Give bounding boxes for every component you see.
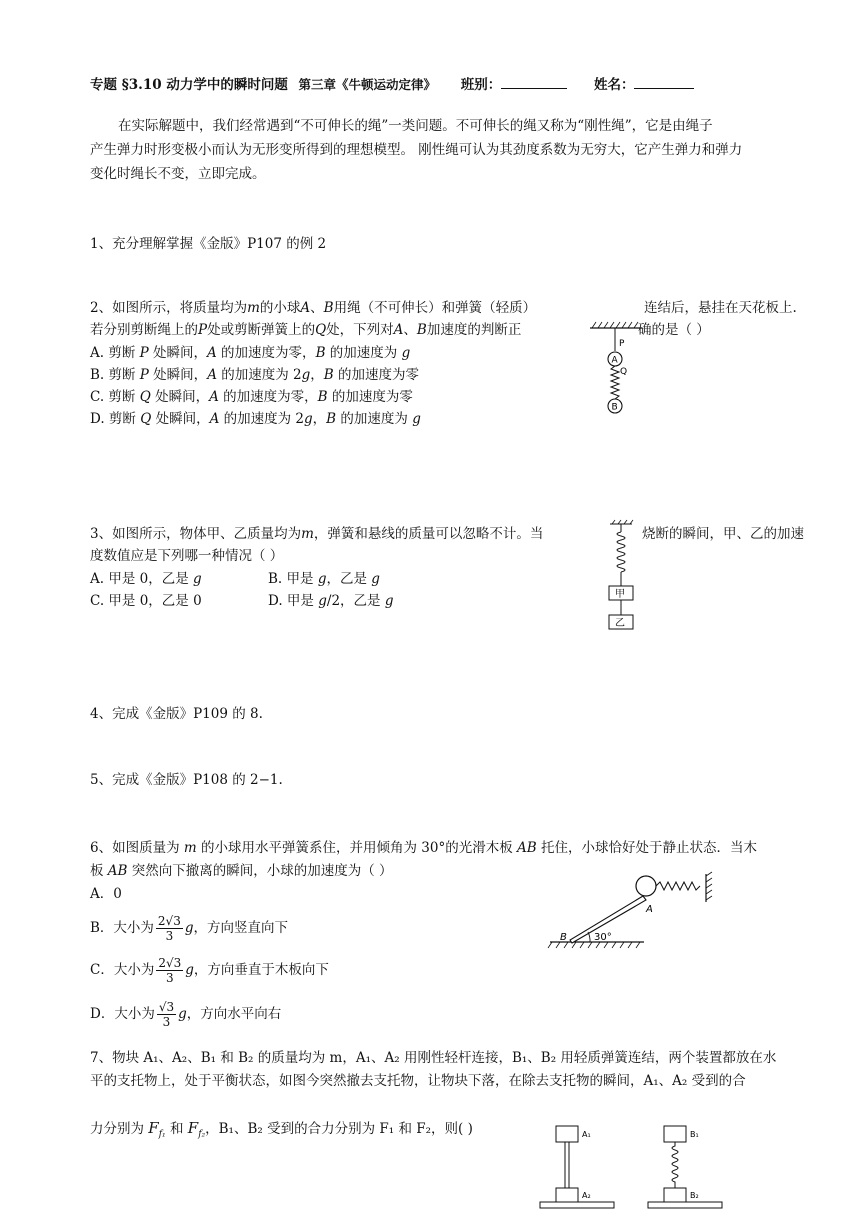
question-3-line-2: 度数值应是下列哪一种情况（ ） (90, 548, 284, 564)
point-b-label: B (560, 932, 567, 943)
point-q-label: Q (620, 367, 628, 377)
question-2-figure (588, 318, 644, 418)
spring (656, 882, 700, 890)
question-3-figure (604, 520, 640, 634)
ball (636, 876, 656, 896)
question-3-option-a[interactable]: A. 甲是 0，乙是 g (90, 571, 202, 587)
question-2-option-a[interactable]: A. 剪断 P 处瞬间，A 的加速度为零，B 的加速度为 g (90, 345, 411, 361)
fraction: $\frac{2√3}{3}$ (157, 914, 181, 943)
question-6-option-b[interactable]: B．大小为 $\frac{2√3}{3}$ g，方向竖直向下 (90, 914, 288, 943)
block-a1-label: A₁ (582, 1130, 591, 1139)
ball-b-label: B (611, 402, 618, 413)
topic-title: 专题 §3.10 动力学中的瞬时问题 (90, 77, 288, 93)
block-b1 (664, 1126, 686, 1142)
question-3-line-1-end: 烧断的瞬间，甲、乙的加速 (642, 526, 804, 542)
question-3-option-d[interactable]: D. 甲是 g/2，乙是 g (268, 593, 394, 609)
question-2-line-1-end: 连结后，悬挂在天花板上. (644, 300, 797, 316)
question-7-figure-a (538, 1122, 618, 1212)
question-6-option-c[interactable]: C．大小为 $\frac{2√3}{3}$ g，方向垂直于木板向下 (90, 956, 329, 985)
chapter-title: 第三章《牛顿运动定律》 (298, 77, 437, 92)
block-a1 (556, 1126, 578, 1142)
support-a (540, 1202, 614, 1208)
fraction: $\frac{2√3}{3}$ (158, 956, 182, 985)
point-p-label: P (619, 339, 625, 349)
question-2-option-b[interactable]: B. 剪断 P 处瞬间，A 的加速度为 2g，B 的加速度为零 (90, 367, 419, 383)
block-a2 (556, 1188, 578, 1202)
fraction: $\frac{√3}{3}$ (158, 1000, 175, 1029)
block-b2-label: B₂ (690, 1191, 699, 1200)
question-2-line-2: 若分别剪断绳上的P处或剪断弹簧上的Q处，下列对A、B加速度的判断正 (90, 322, 522, 338)
intro-line-2: 产生弹力时形变极小而认为无形变所得到的理想模型。 刚性绳可认为其劲度系数为无穷大，它产生弹力和弹力 (90, 142, 743, 158)
point-a-label: A (646, 904, 653, 915)
header (90, 74, 694, 95)
question-5: 5、完成《金版》P108 的 2−1. (90, 772, 283, 788)
intro-line-1: 在实际解题中，我们经常遇到“不可伸长的绳”一类问题。不可伸长的绳又称为“刚性绳”，它是由绳子 (118, 118, 713, 134)
question-2-line-2-end: 确的是（ ） (638, 322, 710, 338)
question-2-line-1: 2、如图所示，将质量均为m的小球A、B用绳（不可伸长）和弹簧（轻质） (90, 300, 537, 316)
question-2-option-c[interactable]: C. 剪断 Q 处瞬间，A 的加速度为零，B 的加速度为零 (90, 389, 413, 405)
question-3-option-c[interactable]: C. 甲是 0，乙是 0 (90, 593, 202, 609)
question-2-option-d[interactable]: D. 剪断 Q 处瞬间，A 的加速度为 2g，B 的加速度为 g (90, 411, 421, 427)
question-7-line-2: 平的支托物上，处于平衡状态，如图今突然撤去支托物，让物块下落，在除去支托物的瞬间，A₁、A₂ 受到的合 (90, 1073, 746, 1089)
block-a2-label: A₂ (582, 1191, 591, 1200)
question-7-line-1: 7、物块 A₁、A₂、B₁ 和 B₂ 的质量均为 m，A₁、A₂ 用刚性轻杆连接，B₁、B₂ 用轻质弹簧连结，两个装置都放在水 (90, 1050, 777, 1066)
question-6-figure (546, 870, 716, 950)
block-jia-label: 甲 (615, 589, 625, 600)
block-b2 (664, 1188, 686, 1202)
class-blank[interactable] (501, 74, 567, 89)
ball-a-label: A (611, 355, 618, 366)
question-4: 4、完成《金版》P109 的 8. (90, 706, 263, 722)
block-b1-label: B₁ (690, 1130, 699, 1139)
block-yi-label: 乙 (615, 618, 625, 629)
question-6-line-2: 板 AB 突然向下撤离的瞬间，小球的加速度为（ ） (90, 863, 393, 879)
question-7-line-3: 力分别为 $F_{f_1}$ 和 $F_{f_2}$，B₁、B₂ 受到的合力分别为 F₁ 和 F₂，则( ) (90, 1119, 473, 1140)
question-6-line-1: 6、如图质量为 m 的小球用水平弹簧系住，并用倾角为 30°的光滑木板 AB 托住，小球恰好处于静止状态．当木 (90, 840, 757, 856)
support-b (648, 1202, 722, 1208)
angle-label: 30° (594, 932, 612, 943)
class-label: 班别： (460, 77, 502, 93)
spring (611, 366, 619, 399)
question-1: 1、充分理解掌握《金版》P107 的例 2 (90, 236, 327, 252)
question-3-option-b[interactable]: B. 甲是 g，乙是 g (268, 571, 380, 587)
name-blank[interactable] (634, 74, 694, 89)
question-6-option-a[interactable]: A．0 (90, 886, 122, 902)
intro-line-3: 变化时绳长不变，立即完成。 (90, 166, 266, 182)
spring (672, 1142, 678, 1192)
question-3-line-1: 3、如图所示，物体甲、乙质量均为m，弹簧和悬线的质量可以忽略不计。当 (90, 526, 544, 542)
name-label: 姓名： (593, 77, 635, 93)
question-6-option-d[interactable]: D．大小为 $\frac{√3}{3}$ g，方向水平向右 (90, 1000, 282, 1029)
question-7-figure-b (646, 1122, 726, 1212)
spring (617, 532, 625, 572)
